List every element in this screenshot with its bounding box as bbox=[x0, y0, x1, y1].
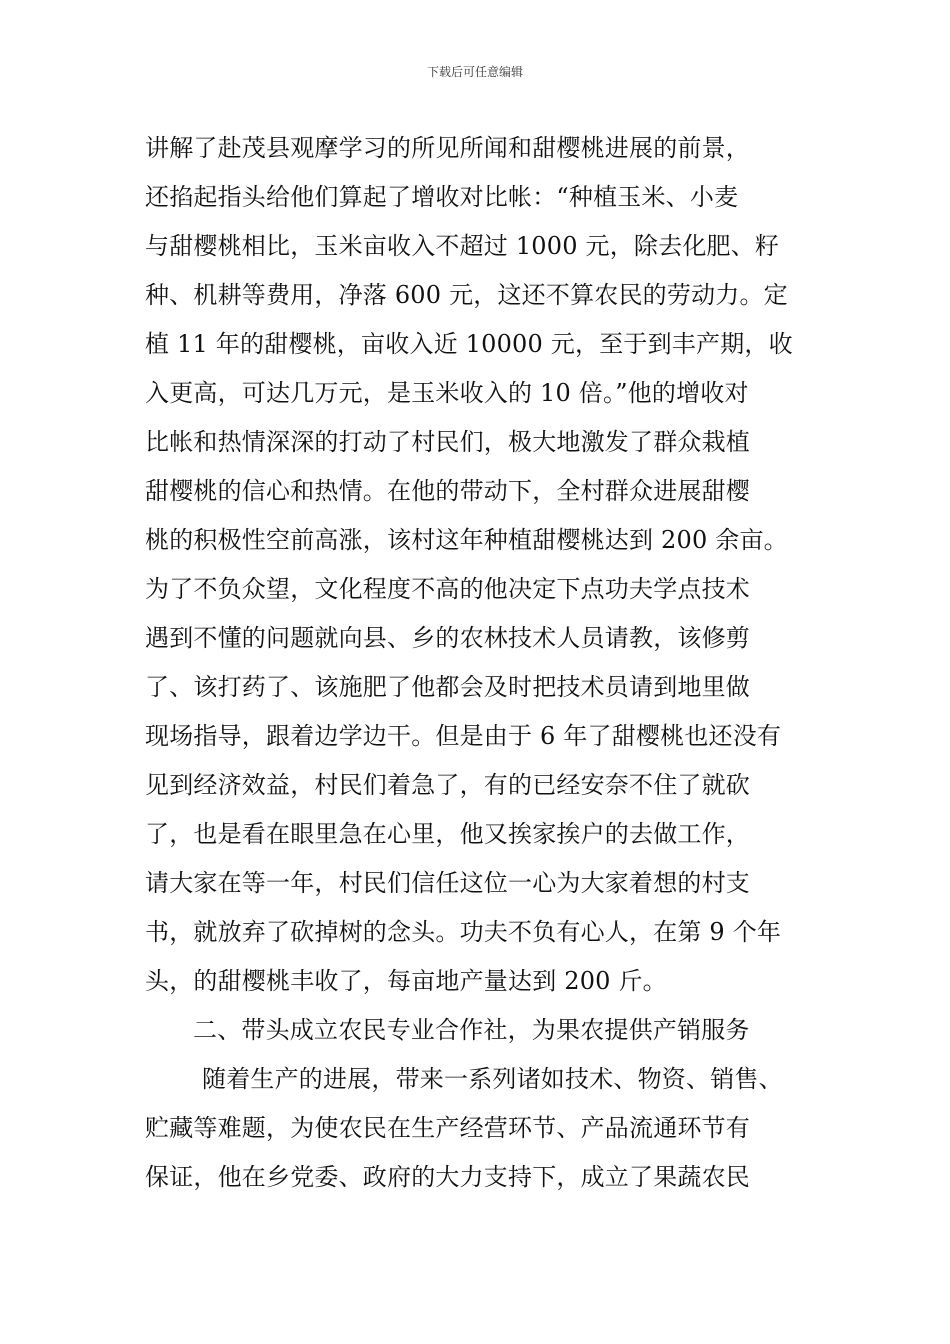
text-line: 比帐和热情深深的打动了村民们，极大地激发了群众栽植 bbox=[145, 428, 750, 456]
text-line: 为了不负众望，文化程度不高的他决定下点功夫学点技术 bbox=[145, 575, 750, 603]
text-line: 了，也是看在眼里急在心里，他又挨家挨户的去做工作， bbox=[145, 820, 750, 848]
text-line: 入更高，可达几万元，是玉米收入的 10 倍。”他的增收对 bbox=[145, 379, 749, 407]
text-line: 种、机耕等费用，净落 600 元，这还不算农民的劳动力。定 bbox=[145, 281, 788, 309]
page-header: 下载后可任意编辑 bbox=[426, 65, 523, 79]
text-line: 还掐起指头给他们算起了增收对比帐：“种植玉米、小麦 bbox=[145, 183, 739, 211]
text-line: 头，的甜樱桃丰收了，每亩地产量达到 200 斤。 bbox=[145, 967, 667, 995]
text-line: 保证，他在乡党委、政府的大力支持下，成立了果蔬农民 bbox=[145, 1163, 750, 1191]
text-line: 与甜樱桃相比，玉米亩收入不超过 1000 元，除去化肥、籽 bbox=[145, 232, 780, 260]
text-line: 植 11 年的甜樱桃，亩收入近 10000 元，至于到丰产期，收 bbox=[145, 330, 793, 358]
body-text bbox=[145, 124, 835, 1202]
text-line: 桃的积极性空前高涨，该村这年种植甜樱桃达到 200 余亩。 bbox=[145, 526, 788, 554]
text-line: 书，就放弃了砍掉树的念头。功夫不负有心人，在第 9 个年 bbox=[145, 918, 782, 946]
section-heading: 二、带头成立农民专业合作社，为果农提供产销服务 bbox=[193, 1016, 750, 1044]
text-line: 随着生产的进展，带来一系列诸如技术、物资、销售、 bbox=[202, 1065, 783, 1093]
text-line: 请大家在等一年，村民们信任这位一心为大家着想的村支 bbox=[145, 869, 750, 897]
text-line: 遇到不懂的问题就向县、乡的农林技术人员请教，该修剪 bbox=[145, 624, 750, 652]
text-line: 了、该打药了、该施肥了他都会及时把技术员请到地里做 bbox=[145, 673, 750, 701]
text-line: 讲解了赴茂县观摩学习的所见所闻和甜樱桃进展的前景， bbox=[145, 134, 750, 162]
text-line: 贮藏等难题，为使农民在生产经营环节、产品流通环节有 bbox=[145, 1114, 750, 1142]
text-line: 见到经济效益，村民们着急了，有的已经安奈不住了就砍 bbox=[145, 771, 750, 799]
text-line: 甜樱桃的信心和热情。在他的带动下，全村群众进展甜樱 bbox=[145, 477, 750, 505]
text-line: 现场指导，跟着边学边干。但是由于 6 年了甜樱桃也还没有 bbox=[145, 722, 782, 750]
